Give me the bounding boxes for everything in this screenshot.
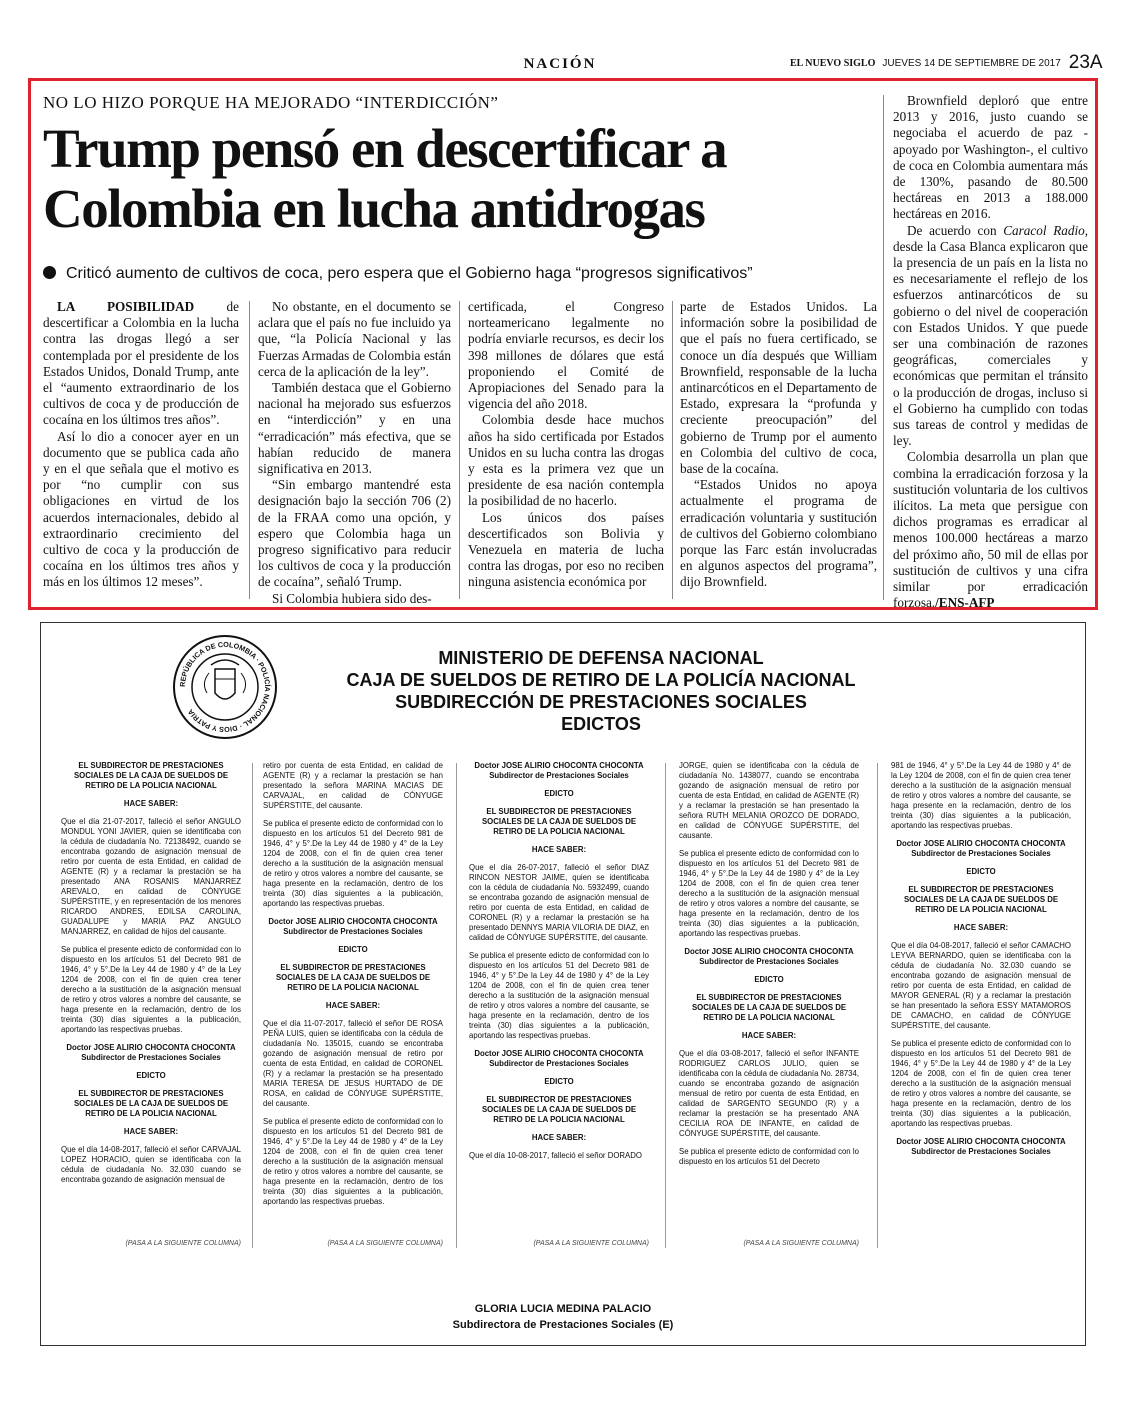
paragraph: Colombia desde hace muchos años ha sido certificada por Estados Unidos en su lucha contra las drogas y esta es la primera vez que un presidente de esa nación contempla la posibilidad de no hacerlo.: [468, 412, 664, 509]
column-rule: [665, 763, 666, 1248]
edict-body: JORGE, quien se identificaba con la cédula de ciudadanía No. 1438077, cuando se encontraba gozando de asignación mensual de retiro por cuenta de esta Entidad, en calidad de AGENTE (R) y a reclamar la prestación se han presentado la señora RUTH MELANIA OROZCO DE DORADO, en calidad de CÓNYUGE SUPÉRSTITE, del causante.: [679, 761, 859, 840]
edict-body: Que el día 26-07-2017, falleció el señor DIAZ RINCON NESTOR JAIME, quien se identificaba con la cédula de ciudadanía No. 5932499, cuando se encontraba gozando de asignación mensual de retiro por cuenta de esta Entidad, en calidad de CORONEL (R) y a reclamar la prestación se ha presentado DENNYS MARIA VILORIA DE DIAZ, en calidad de CÓNYUGE SUPÉRSTITE, del causante.: [469, 863, 649, 942]
signature-block: Doctor JOSE ALIRIO CHOCONTA CHOCONTA Subdirector de Prestaciones Sociales: [474, 1049, 644, 1068]
column-rule: [877, 763, 878, 1248]
headline: Trump pensó en descertificar a Colombia en lucha antidrogas: [43, 118, 727, 239]
edict-body: Que el día 10-08-2017, falleció el señor DORADO: [469, 1151, 642, 1160]
edict-publish: Se publica el presente edicto de conformidad con lo dispuesto en los artículos 51 del Decreto 981 de 1946, 4° y 5°.De la Ley 44 de 1980 y 4° de la Ley 1204 de 2008, con el fin de quien crea tener derecho a la sustitución de la asignación mensual de retiro y otros valores a nombre del causante, se haga presente en la reclamación, dentro de los treinta (30) días siguientes a la publicación, aportando las respectivas pruebas.: [263, 1117, 443, 1206]
edict-column-1: EL SUBDIRECTOR DE PRESTACIONES SOCIALES DE LA CAJA DE SUELDOS DE RETIRO DE LA POLICIA NACIONAL HACE SABER: Que el día 21-07-2017, falleció el señor ANGULO MONDUL YONI JAVIER, quien se identificaba con la cédula de ciudadanía No. 72138492, cuando se encontraba gozando de asignación mensual de retiro por cuenta de esta Entidad, en calidad de AGENTE (R) y a reclamar la prestación se ha presentado ANA ROSANIS MANJARREZ AREVALO, en calidad de CÓNYUGE SUPÉRSTITE, y en representación de los menores RICARDO ANDRES, EDILSA CAROLINA, GUADALUPE y MARIA PAZ ANGULO MANJARREZ, en calidad de hijos del causante. Se publica el presente edicto de conformidad con lo dispuesto en los artículos 51 del Decreto 981 de 1946, 4° y 5°.De la Ley 44 de 1980 y 4° de la Ley 1204 de 2008, con el fin de quien crea tener derecho a la sustitución de la asignación mensual de retiro y otros valores a nombre del causante, se haga presente en la reclamación, dentro de los treinta (30) días siguientes a la publicación, aportando las respectivas pruebas. Doctor JOSE ALIRIO CHOCONTA CHOCONTA Subdirector de Prestaciones Sociales EDICTO EL SUBDIRECTOR DE PRESTACIONES SOCIALES DE LA CAJA DE SUELDOS DE RETIRO DE LA POLICIA NACIONAL HACE SABER: Que el día 14-08-2017, falleció el señor CARVAJAL LOPEZ HORACIO, quien se identificaba con la cédula de ciudadanía No. 32.030 cuando se encontraba gozando de asignación mensual de (PASA A LA SIGUIENTE COLUMNA): [61, 761, 241, 1247]
notice-titles: [301, 647, 901, 735]
signature-block: Doctor JOSE ALIRIO CHOCONTA CHOCONTA Subdirector de Prestaciones Sociales: [66, 1043, 236, 1062]
paragraph: También destaca que el Gobierno nacional ha mejorado sus esfuerzos en “interdicción” y en una “erradicación” más efectiva, que se habían reducido de manera significativa en 2013.: [258, 380, 451, 477]
edict-body: Que el día 04-08-2017, falleció el señor CAMACHO LEYVA BERNARDO, quien se identificaba con la cédula de ciudadanía No. 32.030 cuando se encontraba gozando de asignación mensual de retiro por cuenta de esta Entidad, en calidad de MAYOR GENERAL (R) y a reclamar la prestación se han presentado la señora ESSY MATAMOROS DE CAMACHO, en calidad de CÓNYUGE SUPÉRSTITE, del causante.: [891, 941, 1071, 1030]
column-rule: [459, 301, 460, 599]
notice-signature: [41, 1301, 1085, 1333]
article-box: [28, 78, 1098, 610]
paragraph: parte de Estados Unidos. La información sobre la posibilidad de que el país no fuera certificado, se conoce un día después que William Brownfield, responsable de la lucha antinarcóticos en el Departamento de Estado, expresara la “profunda y creciente preocupación” del gobierno de Trump por el aumento en Colombia del cultivo de coca, base de la cocaína.: [680, 299, 877, 477]
paragraph: de descertificar a Colombia en la lucha contra las drogas llegó a ser contemplada por el presidente de los Estados Unidos, Donald Trump, ante el “aumento extraordinario de los cultivos de coca y de producción de cocaína en los últimos tres años”.: [43, 299, 239, 428]
column-rule: [883, 95, 884, 600]
edict-column-2: retiro por cuenta de esta Entidad, en calidad de AGENTE (R) y a reclamar la prestación se han presentado la señora MARINA MACIAS DE CARVAJAL, en calidad de CÓNYUGE SUPÉRSTITE, del causante. Se publica el presente edicto de conformidad con lo dispuesto en los artículos 51 del Decreto 981 de 1946, 4° y 5°.De la Ley 44 de 1980 y 4° de la Ley 1204 de 2008, con el fin de quien crea tener derecho a la sustitución de la asignación mensual de retiro y otros valores a nombre del causante, se haga presente en la reclamación, dentro de los treinta (30) días siguientes a la publicación, aportando las respectivas pruebas. Doctor JOSE ALIRIO CHOCONTA CHOCONTA Subdirector de Prestaciones Sociales EDICTO EL SUBDIRECTOR DE PRESTACIONES SOCIALES DE LA CAJA DE SUELDOS DE RETIRO DE LA POLICIA NACIONAL HACE SABER: Que el día 11-07-2017, falleció el señor DE ROSA PEÑA LUIS, quien se identificaba con la cédula de ciudadanía No. 135015, cuando se encontraba gozando de asignación mensual de retiro por cuenta de esta Entidad, en calidad de CORONEL (R) y a reclamar la prestación se ha presentado MARIA TERESA DE JESUS HURTADO de DE ROSA, en calidad de CÓNYUGE SUPÉRSTITE, del causante. Se publica el presente edicto de conformidad con lo dispuesto en los artículos 51 del Decreto 981 de 1946, 4° y 5°.De la Ley 44 de 1980 y 4° de la Ley 1204 de 2008, con el fin de quien crea tener derecho a la sustitución de la asignación mensual de retiro y otros valores a nombre del causante, se haga presente en la reclamación, dentro de los treinta (30) días siguientes a la publicación, aportando las respectivas pruebas. (PASA A LA SIGUIENTE COLUMNA): [263, 761, 443, 1247]
paragraph: certificada, el Congreso norteamericano legalmente no podría enviarle recursos, es decir los 398 millones de dólares que está proponiendo el Comité de Apropiaciones del Senado para la vigencia del año 2018.: [468, 299, 664, 412]
continued-note: (PASA A LA SIGUIENTE COLUMNA): [125, 1240, 241, 1247]
page-number: 23A: [1068, 52, 1103, 73]
edict-publish: Se publica el presente edicto de conformidad con lo dispuesto en los artículos 51 del Decreto 981 de 1946, 4° y 5°.De la Ley 44 de 1980 y 4° de la Ley 1204 de 2008, con el fin de quien crea tener derecho a la sustitución de la asignación mensual de retiro y otros valores a nombre del causante, se haga presente en la reclamación, dentro de los treinta (30) días siguientes a la publicación, aportando las respectivas pruebas.: [263, 819, 443, 908]
column-rule: [456, 763, 457, 1248]
bullet-icon: [43, 266, 56, 279]
lead-in: LA POSIBILIDAD: [57, 299, 195, 314]
kicker: NO LO HIZO PORQUE HA MEJORADO “INTERDICCIÓN”: [43, 93, 499, 112]
signature-block: Doctor JOSE ALIRIO CHOCONTA CHOCONTA Subdirector de Prestaciones Sociales: [896, 1137, 1066, 1156]
paragraph: “Sin embargo mantendré esta designación bajo la sección 706 (2) de la FRAA como una opción, y espero que Colombia haga un progreso significativo para reducir los cultivos de coca y la producción de cocaína”, señaló Trump.: [258, 477, 451, 590]
police-seal-icon: [171, 633, 279, 741]
edict-publish: Se publica el presente edicto de conformidad con lo dispuesto en los artículos 51 del Decreto 981 de 1946, 4° y 5°.De la Ley 44 de 1980 y 4° de la Ley 1204 de 2008, con el fin de quien crea tener derecho a la sustitución de la asignación mensual de retiro y otros valores a nombre del causante, se haga presente en la reclamación, dentro de los treinta (30) días siguientes a la publicación, aportando las respectivas pruebas.: [469, 951, 649, 1040]
signature-block: Doctor JOSE ALIRIO CHOCONTA CHOCONTA Subdirector de Prestaciones Sociales: [268, 917, 438, 936]
edict-column-5: 981 de 1946, 4° y 5°.De la Ley 44 de 1980 y 4° de la Ley 1204 de 2008, con el fin de quien crea tener derecho a la sustitución de la asignación mensual de retiro y otros valores a nombre del causante, se haga presente en la reclamación, dentro de los treinta (30) días siguientes a la publicación, aportando las respectivas pruebas. Doctor JOSE ALIRIO CHOCONTA CHOCONTA Subdirector de Prestaciones Sociales EDICTO EL SUBDIRECTOR DE PRESTACIONES SOCIALES DE LA CAJA DE SUELDOS DE RETIRO DE LA POLICIA NACIONAL HACE SABER: Que el día 04-08-2017, falleció el señor CAMACHO LEYVA BERNARDO, quien se identificaba con la cédula de ciudadanía No. 32.030 cuando se encontraba gozando de asignación mensual de retiro por cuenta de esta Entidad, en calidad de MAYOR GENERAL (R) y a reclamar la prestación se han presentado la señora ESSY MATAMOROS DE CAMACHO, en calidad de CÓNYUGE SUPÉRSTITE, del causante. Se publica el presente edicto de conformidad con lo dispuesto en los artículos 51 del Decreto 981 de 1946, 4° y 5°.De la Ley 44 de 1980 y 4° de la Ley 1204 de 2008, con el fin de quien crea tener derecho a la sustitución de la asignación mensual de retiro y otros valores a nombre del causante, se haga presente en la reclamación, dentro de los treinta (30) días siguientes a la publicación, aportando las respectivas pruebas. Doctor JOSE ALIRIO CHOCONTA CHOCONTA Subdirector de Prestaciones Sociales: [891, 761, 1071, 1156]
continued-note: (PASA A LA SIGUIENTE COLUMNA): [327, 1240, 443, 1247]
edict-body: retiro por cuenta de esta Entidad, en calidad de AGENTE (R) y a reclamar la prestación se han presentado la señora MARINA MACIAS DE CARVAJAL, en calidad de CÓNYUGE SUPÉRSTITE, del causante.: [263, 761, 443, 810]
article-column-1: [43, 299, 239, 591]
signature-block: Doctor JOSE ALIRIO CHOCONTA CHOCONTA Subdirector de Prestaciones Sociales: [474, 761, 644, 780]
column-rule: [672, 301, 673, 599]
paragraph: Así lo dio a conocer ayer en un documento que se publica cada año y en el que señala que el motivo es por “no cumplir con sus obligaciones en virtud de los acuerdos internacionales, debido al extraordinario crecimiento del cultivo de coca y la producción de cocaína en los últimos tres años y más en los últimos 12 meses”.: [43, 428, 239, 590]
paragraph: Colombia desarrolla un plan que combina la erradicación forzosa y la sustitución voluntaria de los cultivos ilícitos. La meta que persigue con dichos programas es erradicar al menos 100.000 hectáreas a marzo del próximo año, 50 mil de ellas por sustitución de cultivos y una cifra similar por erradicación forzosa./ENS-AFP: [893, 449, 1088, 611]
edict-publish: 981 de 1946, 4° y 5°.De la Ley 44 de 1980 y 4° de la Ley 1204 de 2008, con el fin de quien crea tener derecho a la sustitución de la asignación mensual de retiro y otros valores a nombre del causante, se haga presente en la reclamación, dentro de los treinta (30) días siguientes a la publicación, aportando las respectivas pruebas.: [891, 761, 1071, 830]
paper-name: EL NUEVO SIGLO: [790, 58, 876, 69]
deck: [43, 265, 903, 283]
edict-publish: Se publica el presente edicto de conformidad con lo dispuesto en los artículos 51 del Decreto 981 de 1946, 4° y 5°.De la Ley 44 de 1980 y 4° de la Ley 1204 de 2008, con el fin de quien crea tener derecho a la sustitución de la asignación mensual de retiro y otros valores a nombre del causante, se haga presente en la reclamación, dentro de los treinta (30) días siguientes a la publicación, aportando las respectivas pruebas.: [891, 1039, 1071, 1128]
edict-body: Que el día 03-08-2017, falleció el señor INFANTE RODRIGUEZ CARLOS JULIO, quien se identificaba con la cédula de ciudadanía No. 28734, cuando se encontraba gozando de asignación mensual de retiro por cuenta de esta Entidad, en calidad de SARGENTO SEGUNDO (R) y a reclamar la prestación se ha presentado ANA CECILIA ROA DE INFANTE, en calidad de CÓNYUGE SUPÉRSTITE, del causante.: [679, 1049, 859, 1138]
paragraph: “Estados Unidos no apoya actualmente el programa de erradicación voluntaria y sustitución de cultivos del Gobierno colombiano porque las Farc están involucradas en algunos aspectos del programa”, dijo Brownfield.: [680, 477, 877, 590]
section-name: NACIÓN: [523, 56, 597, 72]
ministry-title: MINISTERIO DE DEFENSA NACIONAL: [438, 648, 764, 668]
office-title: SUBDIRECCIÓN DE PRESTACIONES SOCIALES: [395, 692, 807, 712]
deck-text: Criticó aumento de cultivos de coca, pero espera que el Gobierno haga “progresos significativos”: [66, 265, 753, 282]
paragraph: Si Colombia hubiera sido des-: [272, 590, 432, 606]
edict-body: Que el día 21-07-2017, falleció el señor ANGULO MONDUL YONI JAVIER, quien se identificaba con la cédula de ciudadanía No. 72138492, cuando se encontraba gozando de asignación mensual de retiro por cuenta de esta Entidad, en calidad de AGENTE (R) y a reclamar la prestación se ha presentado ANA ROSANIS MANJARREZ AREVALO, en calidad de CÓNYUGE SUPÉRSTITE, y en representación de los menores RICARDO ANDRES, EDILSA CAROLINA, GUADALUPE y MARIA PAZ ANGULO MANJARREZ, en calidad de hijos del causante.: [61, 817, 241, 936]
paragraph: No obstante, en el documento se aclara que el país no fue incluido ya que, “la Policía Nacional y las Fuerzas Armadas de Colombia están cerca de la aplicación de la ley”.: [258, 299, 451, 379]
edict-body: Que el día 11-07-2017, falleció el señor DE ROSA PEÑA LUIS, quien se identificaba con la cédula de ciudadanía No. 135015, cuando se encontraba gozando de asignación mensual de retiro por cuenta de esta Entidad, en calidad de CORONEL (R) y a reclamar la prestación se ha presentado MARIA TERESA DE JESUS HURTADO de DE ROSA, en calidad de CÓNYUGE SUPÉRSTITE, del causante.: [263, 1019, 443, 1108]
edict-column-3: Doctor JOSE ALIRIO CHOCONTA CHOCONTA Subdirector de Prestaciones Sociales EDICTO EL SUBDIRECTOR DE PRESTACIONES SOCIALES DE LA CAJA DE SUELDOS DE RETIRO DE LA POLICIA NACIONAL HACE SABER: Que el día 26-07-2017, falleció el señor DIAZ RINCON NESTOR JAIME, quien se identificaba con la cédula de ciudadanía No. 5932499, cuando se encontraba gozando de asignación mensual de retiro por cuenta de esta Entidad, en calidad de CORONEL (R) y a reclamar la prestación se ha presentado DENNYS MARIA VILORIA DE DIAZ, en calidad de CÓNYUGE SUPÉRSTITE, del causante. Se publica el presente edicto de conformidad con lo dispuesto en los artículos 51 del Decreto 981 de 1946, 4° y 5°.De la Ley 44 de 1980 y 4° de la Ley 1204 de 2008, con el fin de quien crea tener derecho a la sustitución de la asignación mensual de retiro y otros valores a nombre del causante, se haga presente en la reclamación, dentro de los treinta (30) días siguientes a la publicación, aportando las respectivas pruebas. Doctor JOSE ALIRIO CHOCONTA CHOCONTA Subdirector de Prestaciones Sociales EDICTO EL SUBDIRECTOR DE PRESTACIONES SOCIALES DE LA CAJA DE SUELDOS DE RETIRO DE LA POLICIA NACIONAL HACE SABER: Que el día 10-08-2017, falleció el señor DORADO (PASA A LA SIGUIENTE COLUMNA): [469, 761, 649, 1247]
signature-block: Doctor JOSE ALIRIO CHOCONTA CHOCONTA Subdirector de Prestaciones Sociales: [896, 839, 1066, 858]
paragraph: Brownfield deploró que entre 2013 y 2016, justo cuando se negociaba el acuerdo de paz -apoyado por Washington-, el cultivo de coca en Colombia aumentara más de 130%, pasando de 80.500 hectáreas en 2013 a 188.000 hectáreas en 2016.: [893, 93, 1088, 222]
credit: /ENS-AFP: [935, 595, 995, 611]
signer-name: GLORIA LUCIA MEDINA PALACIO: [474, 1303, 652, 1315]
edict-publish: Se publica el presente edicto de conformidad con lo dispuesto en los artículos 51 del Decreto: [679, 1147, 859, 1166]
edict-body: Que el día 14-08-2017, falleció el señor CARVAJAL LOPEZ HORACIO, quien se identificaba con la cédula de ciudadanía No. 32.030 cuando se encontraba gozando de asignación mensual de: [61, 1145, 241, 1184]
edict-publish: Se publica el presente edicto de conformidad con lo dispuesto en los artículos 51 del Decreto 981 de 1946, 4° y 5°.De la Ley 44 de 1980 y 4° de la Ley 1204 de 2008, con el fin de quien crea tener derecho a la sustitución de la asignación mensual de retiro y otros valores a nombre del causante, se haga presente en la reclamación, dentro de los treinta (30) días siguientes a la publicación, aportando las respectivas pruebas.: [61, 945, 241, 1034]
masthead: [790, 52, 1103, 74]
article-column-3: [468, 299, 664, 591]
svg-text:REPÚBLICA DE COLOMBIA · POLICÍ: REPÚBLICA DE COLOMBIA · POLICÍA NACIONAL · DIOS Y PATRIA: [177, 639, 273, 735]
edicts-title: EDICTOS: [561, 714, 641, 734]
agency-title: CAJA DE SUELDOS DE RETIRO DE LA POLICÍA NACIONAL: [346, 670, 856, 690]
continued-note: (PASA A LA SIGUIENTE COLUMNA): [533, 1240, 649, 1247]
edict-publish: Se publica el presente edicto de conformidad con lo dispuesto en los artículos 51 del Decreto 981 de 1946, 4° y 5°.De la Ley 44 de 1980 y 4° de la Ley 1204 de 2008, con el fin de quien crea tener derecho a la sustitución de la asignación mensual de retiro y otros valores a nombre del causante, se haga presente en la reclamación, dentro de los treinta (30) días siguientes a la publicación, aportando las respectivas pruebas.: [679, 849, 859, 938]
column-rule: [252, 763, 253, 1248]
article-column-5: [893, 93, 1088, 612]
continued-note: (PASA A LA SIGUIENTE COLUMNA): [743, 1240, 859, 1247]
source-name: Caracol Radio: [1003, 222, 1085, 238]
paragraph: De acuerdo con Caracol Radio, desde la Casa Blanca explicaron que la presencia de un país en la lista no es necesariamente el reflejo de los esfuerzos antinarcóticos de su gobierno o del nivel de cooperación con Estados Unidos. Y que puede ser una combinación de razones geográficas, comerciales y económicas que permitan el tránsito o la producción de drogas, incluso si el Gobierno ha cumplido con todas sus tareas de control y medidas de ley.: [893, 222, 1088, 449]
column-rule: [249, 301, 250, 599]
article-column-4: [680, 299, 877, 591]
legal-notice: [40, 622, 1086, 1346]
signer-title: Subdirectora de Prestaciones Sociales (E): [452, 1319, 674, 1331]
article-column-2: [258, 299, 451, 607]
signature-block: Doctor JOSE ALIRIO CHOCONTA CHOCONTA Subdirector de Prestaciones Sociales: [684, 947, 854, 966]
issue-date: JUEVES 14 DE SEPTIEMBRE DE 2017: [882, 58, 1061, 69]
edict-column-4: JORGE, quien se identificaba con la cédula de ciudadanía No. 1438077, cuando se encontraba gozando de asignación mensual de retiro por cuenta de esta Entidad, en calidad de AGENTE (R) y a reclamar la prestación se han presentado la señora RUTH MELANIA OROZCO DE DORADO, en calidad de CÓNYUGE SUPÉRSTITE, del causante. Se publica el presente edicto de conformidad con lo dispuesto en los artículos 51 del Decreto 981 de 1946, 4° y 5°.De la Ley 44 de 1980 y 4° de la Ley 1204 de 2008, con el fin de quien crea tener derecho a la sustitución de la asignación mensual de retiro y otros valores a nombre del causante, se haga presente en la reclamación, dentro de los treinta (30) días siguientes a la publicación, aportando las respectivas pruebas. Doctor JOSE ALIRIO CHOCONTA CHOCONTA Subdirector de Prestaciones Sociales EDICTO EL SUBDIRECTOR DE PRESTACIONES SOCIALES DE LA CAJA DE SUELDOS DE RETIRO DE LA POLICIA NACIONAL HACE SABER: Que el día 03-08-2017, falleció el señor INFANTE RODRIGUEZ CARLOS JULIO, quien se identificaba con la cédula de ciudadanía No. 28734, cuando se encontraba gozando de asignación mensual de retiro por cuenta de esta Entidad, en calidad de SARGENTO SEGUNDO (R) y a reclamar la prestación se ha presentado ANA CECILIA ROA DE INFANTE, en calidad de CÓNYUGE SUPÉRSTITE, del causante. Se publica el presente edicto de conformidad con lo dispuesto en los artículos 51 del Decreto (PASA A LA SIGUIENTE COLUMNA): [679, 761, 859, 1247]
paragraph: Los únicos dos países descertificados son Bolivia y Venezuela en materia de lucha contra las drogas, por eso no reciben ninguna asistencia económica por: [468, 509, 664, 590]
